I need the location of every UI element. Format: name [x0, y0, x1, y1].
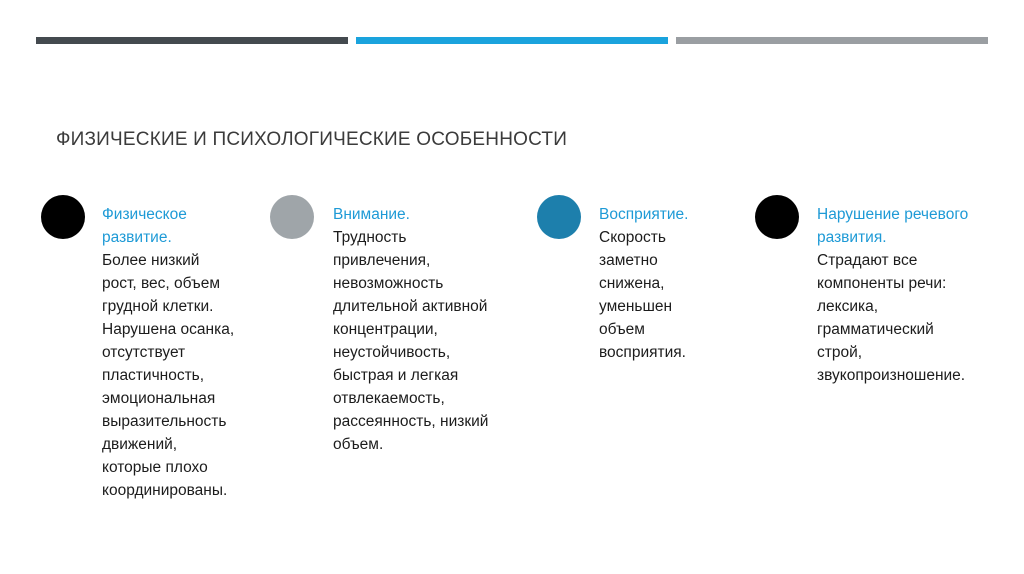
item-body-line: эмоциональная — [102, 390, 216, 407]
item-body-line: строй, — [817, 344, 863, 361]
item-body-line: Страдают все — [817, 252, 918, 269]
item-body-line: объем. — [333, 436, 384, 453]
item-body-line: выразительность — [102, 413, 227, 430]
header-bar-gray — [676, 37, 988, 44]
slide-title: ФИЗИЧЕСКИЕ И ПСИХОЛОГИЧЕСКИЕ ОСОБЕННОСТИ — [56, 129, 568, 150]
item-text — [102, 203, 234, 502]
item-body-line: координированы. — [102, 482, 228, 499]
item-body-line: объем — [599, 321, 645, 338]
item-body-line: концентрации, — [333, 321, 438, 338]
item-body-line: Нарушена осанка, — [102, 321, 235, 338]
blue-circle-icon — [537, 195, 581, 239]
item-heading-line: Восприятие. — [599, 206, 689, 223]
item-body-line: лексика, — [817, 298, 879, 315]
item-body-line: грудной клетки. — [102, 298, 214, 315]
gray-circle-icon — [270, 195, 314, 239]
item-body-line: привлечения, — [333, 252, 431, 269]
item-body-line: Более низкий — [102, 252, 200, 269]
item-body-line: Скорость — [599, 229, 666, 246]
item-heading-line: развитие. — [102, 229, 172, 246]
item-body-line: заметно — [599, 252, 658, 269]
item-body-line: невозможность — [333, 275, 444, 292]
black-circle-icon — [755, 195, 799, 239]
item-body-line: быстрая и легкая — [333, 367, 459, 384]
item-body-line: движений, — [102, 436, 178, 453]
item-text — [817, 203, 968, 387]
item-body-line: длительной активной — [333, 298, 488, 315]
item-body-line: Трудность — [333, 229, 407, 246]
item-body-line: звукопроизношение. — [817, 367, 966, 384]
item-heading-line: Внимание. — [333, 206, 410, 223]
item-body-line: компоненты речи: — [817, 275, 947, 292]
item-body-line: восприятия. — [599, 344, 686, 361]
item-heading-line: Физическое — [102, 206, 187, 223]
item-body-line: уменьшен — [599, 298, 673, 315]
header-bar-dark — [36, 37, 348, 44]
black-circle-icon — [41, 195, 85, 239]
item-text — [333, 203, 488, 456]
item-heading-line: развития. — [817, 229, 887, 246]
item-body-line: снижена, — [599, 275, 665, 292]
item-body-line: неустойчивость, — [333, 344, 451, 361]
item-text — [599, 203, 688, 364]
header-bar-blue — [356, 37, 668, 44]
item-body-line: пластичность, — [102, 367, 205, 384]
item-body-line: рост, вес, объем — [102, 275, 220, 292]
item-body-line: отвлекаемость, — [333, 390, 445, 407]
item-heading-line: Нарушение речевого — [817, 206, 969, 223]
item-body-line: отсутствует — [102, 344, 186, 361]
item-body-line: рассеянность, низкий — [333, 413, 489, 430]
item-body-line: грамматический — [817, 321, 934, 338]
item-body-line: которые плохо — [102, 459, 208, 476]
